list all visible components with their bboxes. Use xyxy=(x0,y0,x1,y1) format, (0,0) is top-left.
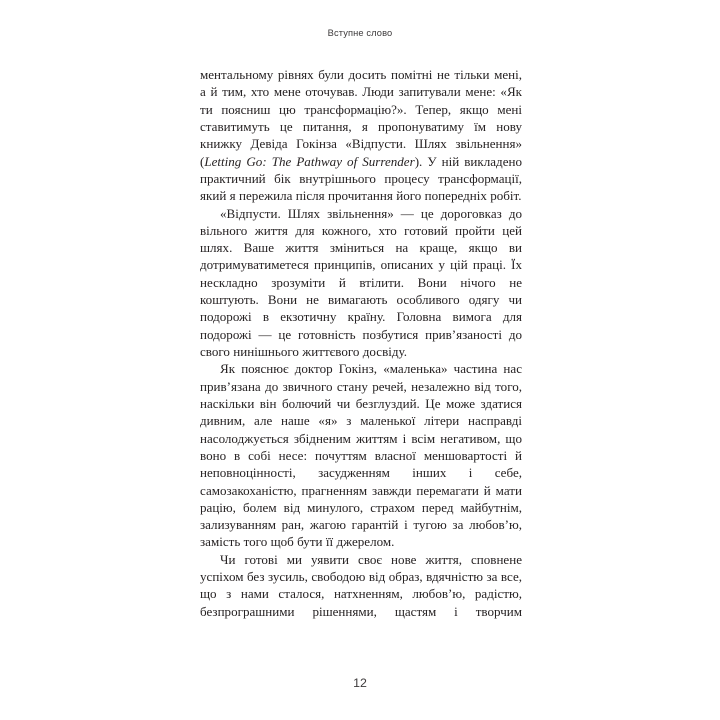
text-column xyxy=(200,66,522,620)
running-head: Вступне слово xyxy=(327,28,393,38)
book-title-english-italic: Letting Go: The Pathway of Surrender xyxy=(204,153,415,169)
paragraph-1-segment-roman-1: ментальному рівнях були досить помітні не тільки мені, а й тим, хто мене оточував. Люди запитували мене: «Як ти поясниш цю трансформацію?». Тепер, якщо мені ставитимуть це питання, я пропонуватиму їм нову книжку Девіда Гокінза «Відпусти. Шлях звільнення» ( xyxy=(200,67,522,169)
paragraph-3: Як пояснює доктор Гокінз, «маленька» частина нас прив’язана до звичного стану речей, незалежно від того, наскільки він болючий чи безглуздий. Це може здатися дивним, але наше «я» з маленької літери насправді насолоджується збідненим життям і всім негативом, що воно в собі несе: почуттям власної меншовартості й неповноцінності, засудженням інших і себе, самозакоханістю, прагненням завжди перемагати й мати рацію, болем від минулого, страхом перед майбутнім, зализуванням ран, жагою гарантій і тугою за любов’ю, замість того щоб бути її джерелом. xyxy=(200,361,522,550)
paragraph-1-segment-roman-2: ). У ній викладено практичний бік внутрішнього процесу трансформації, який я пережила після прочитання його попередніх робіт. xyxy=(200,153,522,204)
page-number: 12 xyxy=(353,676,367,690)
paragraph-4: Чи готові ми уявити своє нове життя, сповнене успіхом без зусиль, свободою від образ, вдячністю за все, що з нами сталося, натхненням, любов’ю, радістю, безпрограшними рішеннями, щастям і творчим xyxy=(200,551,522,619)
paragraph-1 xyxy=(200,66,522,205)
paragraph-2: «Відпусти. Шлях звільнення» — це дороговказ до вільного життя для кожного, хто готовий пройти цей шлях. Ваше життя зміниться на краще, якщо ви дотримуватиметеся принципів, описаних у цій праці. Їх нескладно зрозуміти й втілити. Вони нічого не коштують. Вони не вимагають особливого одягу чи подорожі в екзотичну країну. Головна вимога для подорожі — це готовність позбутися прив’язаності до свого нинішнього життєвого досвіду. xyxy=(200,205,522,359)
